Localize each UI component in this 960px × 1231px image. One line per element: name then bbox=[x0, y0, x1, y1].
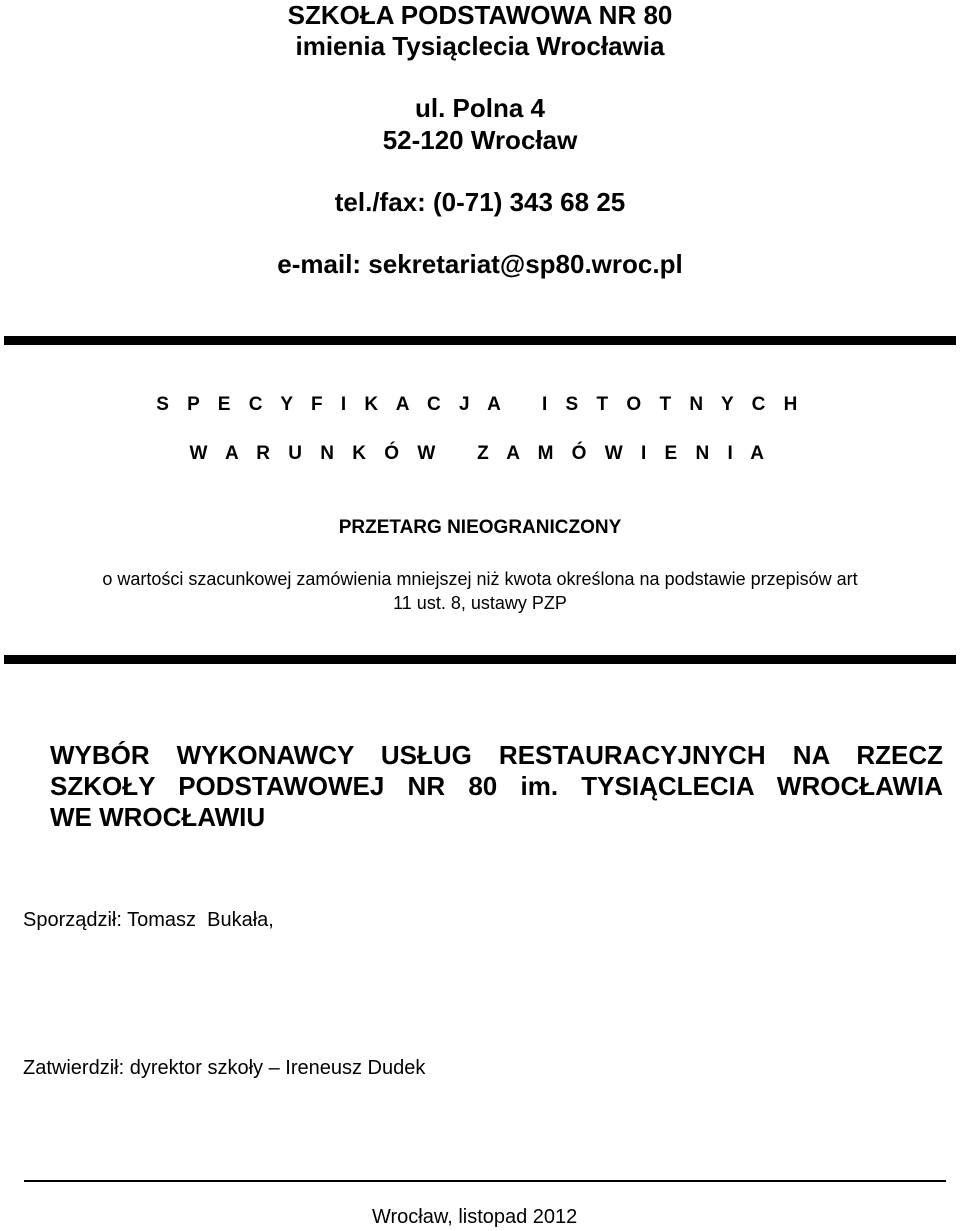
subject-line-1: WYBÓR WYKONAWCY USŁUG RESTAURACYJNYCH NA RZECZ bbox=[50, 740, 943, 770]
procedure-type: PRZETARG NIEOGRANICZONY bbox=[338, 517, 622, 538]
middle-divider bbox=[4, 655, 956, 664]
subject-line-3: WE WROCŁAWIU bbox=[50, 802, 266, 832]
approved-by: Zatwierdził: dyrektor szkoły – Ireneusz Dudek bbox=[23, 1057, 426, 1079]
phone-fax: tel./fax: (0-71) 343 68 25 bbox=[334, 187, 626, 217]
school-name: SZKOŁA PODSTAWOWA NR 80 bbox=[287, 0, 673, 30]
prepared-by: Sporządził: Tomasz Bukała, bbox=[23, 909, 274, 931]
school-patron: imienia Tysiąclecia Wrocławia bbox=[295, 31, 665, 61]
place-and-date: Wrocław, listopad 2012 bbox=[372, 1206, 578, 1228]
value-description-line-2: 11 ust. 8, ustawy PZP bbox=[393, 593, 567, 613]
top-divider bbox=[4, 336, 956, 345]
title-line-2: W A R U N K Ó W Z A M Ó W I E N I A bbox=[189, 443, 771, 464]
procurement-subject bbox=[50, 740, 943, 833]
title-line-1: S P E C Y F I K A C J A I S T O T N Y C H bbox=[156, 394, 804, 415]
subject-line-2: SZKOŁY PODSTAWOWEJ NR 80 im. TYSIĄCLECIA WROCŁAWIA bbox=[50, 771, 943, 801]
address-street: ul. Polna 4 bbox=[414, 93, 546, 123]
footer-divider bbox=[24, 1180, 946, 1182]
value-description-line-1: o wartości szacunkowej zamówienia mniejszej niż kwota określona na podstawie przepisów art bbox=[102, 569, 858, 589]
email: e-mail: sekretariat@sp80.wroc.pl bbox=[277, 249, 683, 279]
address-city: 52-120 Wrocław bbox=[382, 125, 578, 155]
